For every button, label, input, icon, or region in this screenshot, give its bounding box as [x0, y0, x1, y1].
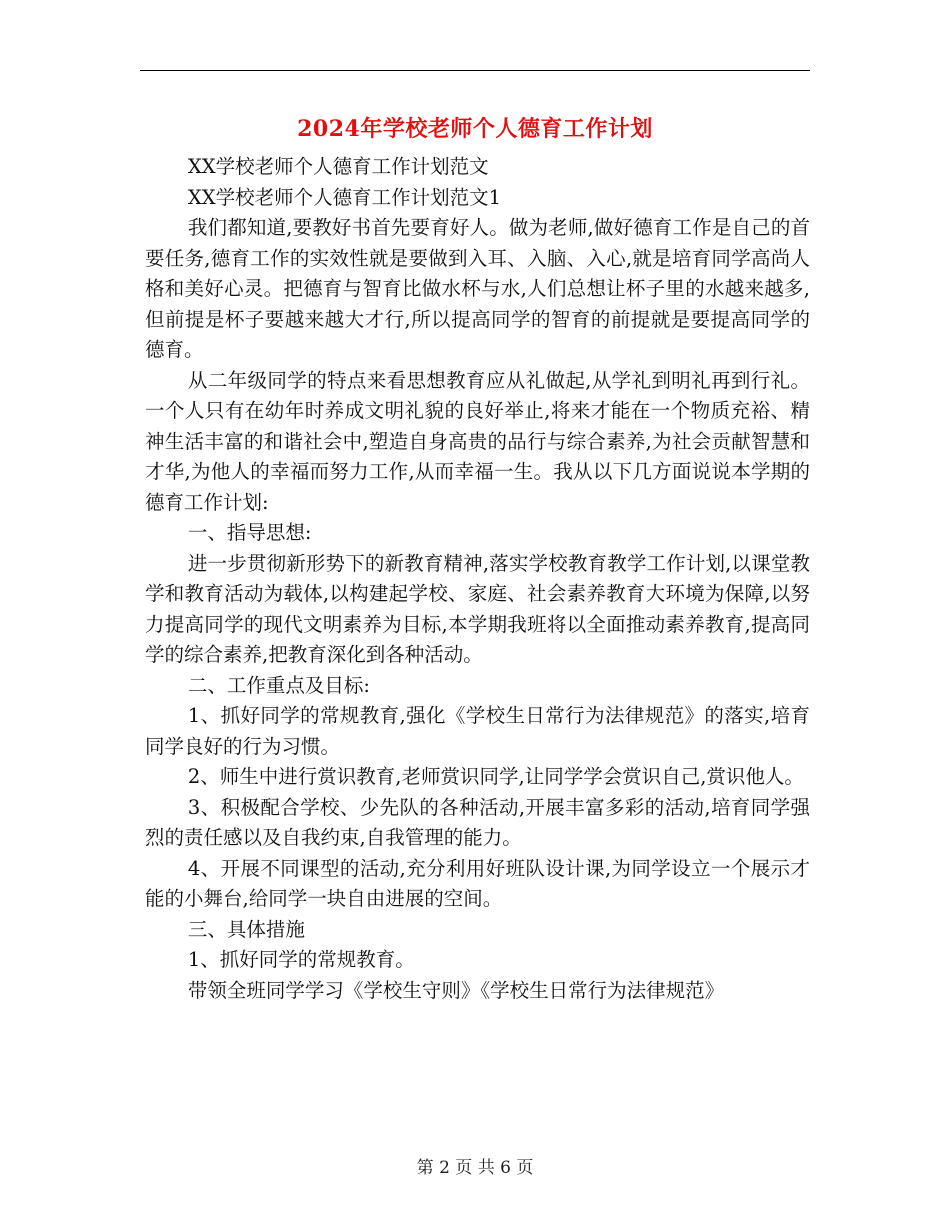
list-item: 2、师生中进行赏识教育,老师赏识同学,让同学学会赏识自己,赏识他人。	[187, 765, 804, 788]
paragraph: 从二年级同学的特点来看思想教育应从礼做起,从学礼到明礼再到行礼。一个人只有在幼年时养成文明礼貌的良好举止,将来才能在一个物质充裕、精神生活丰富的和谐社会中,塑造自身高贵的品行与综合素养,为社会贡献智慧和才华,为他人的幸福而努力工作,从而幸福一生。我从以下几方面说说本学期的德育工作计划:	[145, 368, 810, 514]
section-heading: 三、具体措施	[187, 917, 305, 941]
document-body	[145, 152, 810, 1006]
paragraph: XX学校老师个人德育工作计划范文	[187, 155, 489, 178]
section-heading: 二、工作重点及目标:	[187, 673, 370, 697]
paragraph: 带领全班同学学习《学校生守则》《学校生日常行为法律规范》	[187, 978, 725, 1002]
paragraph: 进一步贯彻新形势下的新教育精神,落实学校教育教学工作计划,以课堂教学和教育活动为载体,以构建起学校、家庭、社会素养教育大环境为保障,以努力提高同学的现代文明素养为目标,本学期我班将以全面推动素养教育,提高同学的综合素养,把教育深化到各种活动。	[145, 551, 810, 666]
document-title: 2024年学校老师个人德育工作计划	[297, 116, 653, 142]
paragraph: 我们都知道,要教好书首先要育好人。做为老师,做好德育工作是自己的首要任务,德育工作的实效性就是要做到入耳、入脑、入心,就是培育同学高尚人格和美好心灵。把德育与智育比做水杯与水,人们总想让杯子里的水越来越多,但前提是杯子要越来越大才行,所以提高同学的智育的前提就是要提高同学的德育。	[145, 216, 810, 361]
page-footer: 第 2 页 共 6 页	[416, 1158, 534, 1178]
list-item: 1、抓好同学的常规教育,强化《学校生日常行为法律规范》的落实,培育同学良好的行为习惯。	[145, 704, 810, 758]
paragraph: XX学校老师个人德育工作计划范文1	[187, 185, 502, 209]
header-rule	[140, 70, 810, 71]
section-heading: 一、指导思想:	[187, 521, 312, 544]
list-item: 1、抓好同学的常规教育。	[187, 948, 415, 971]
list-item: 4、开展不同课型的活动,充分利用好班队设计课,为同学设立一个展示才能的小舞台,给同学一块自由进展的空间。	[145, 856, 810, 910]
list-item: 3、积极配合学校、少先队的各种活动,开展丰富多彩的活动,培育同学强烈的责任感以及自我约束,自我管理的能力。	[145, 795, 810, 849]
